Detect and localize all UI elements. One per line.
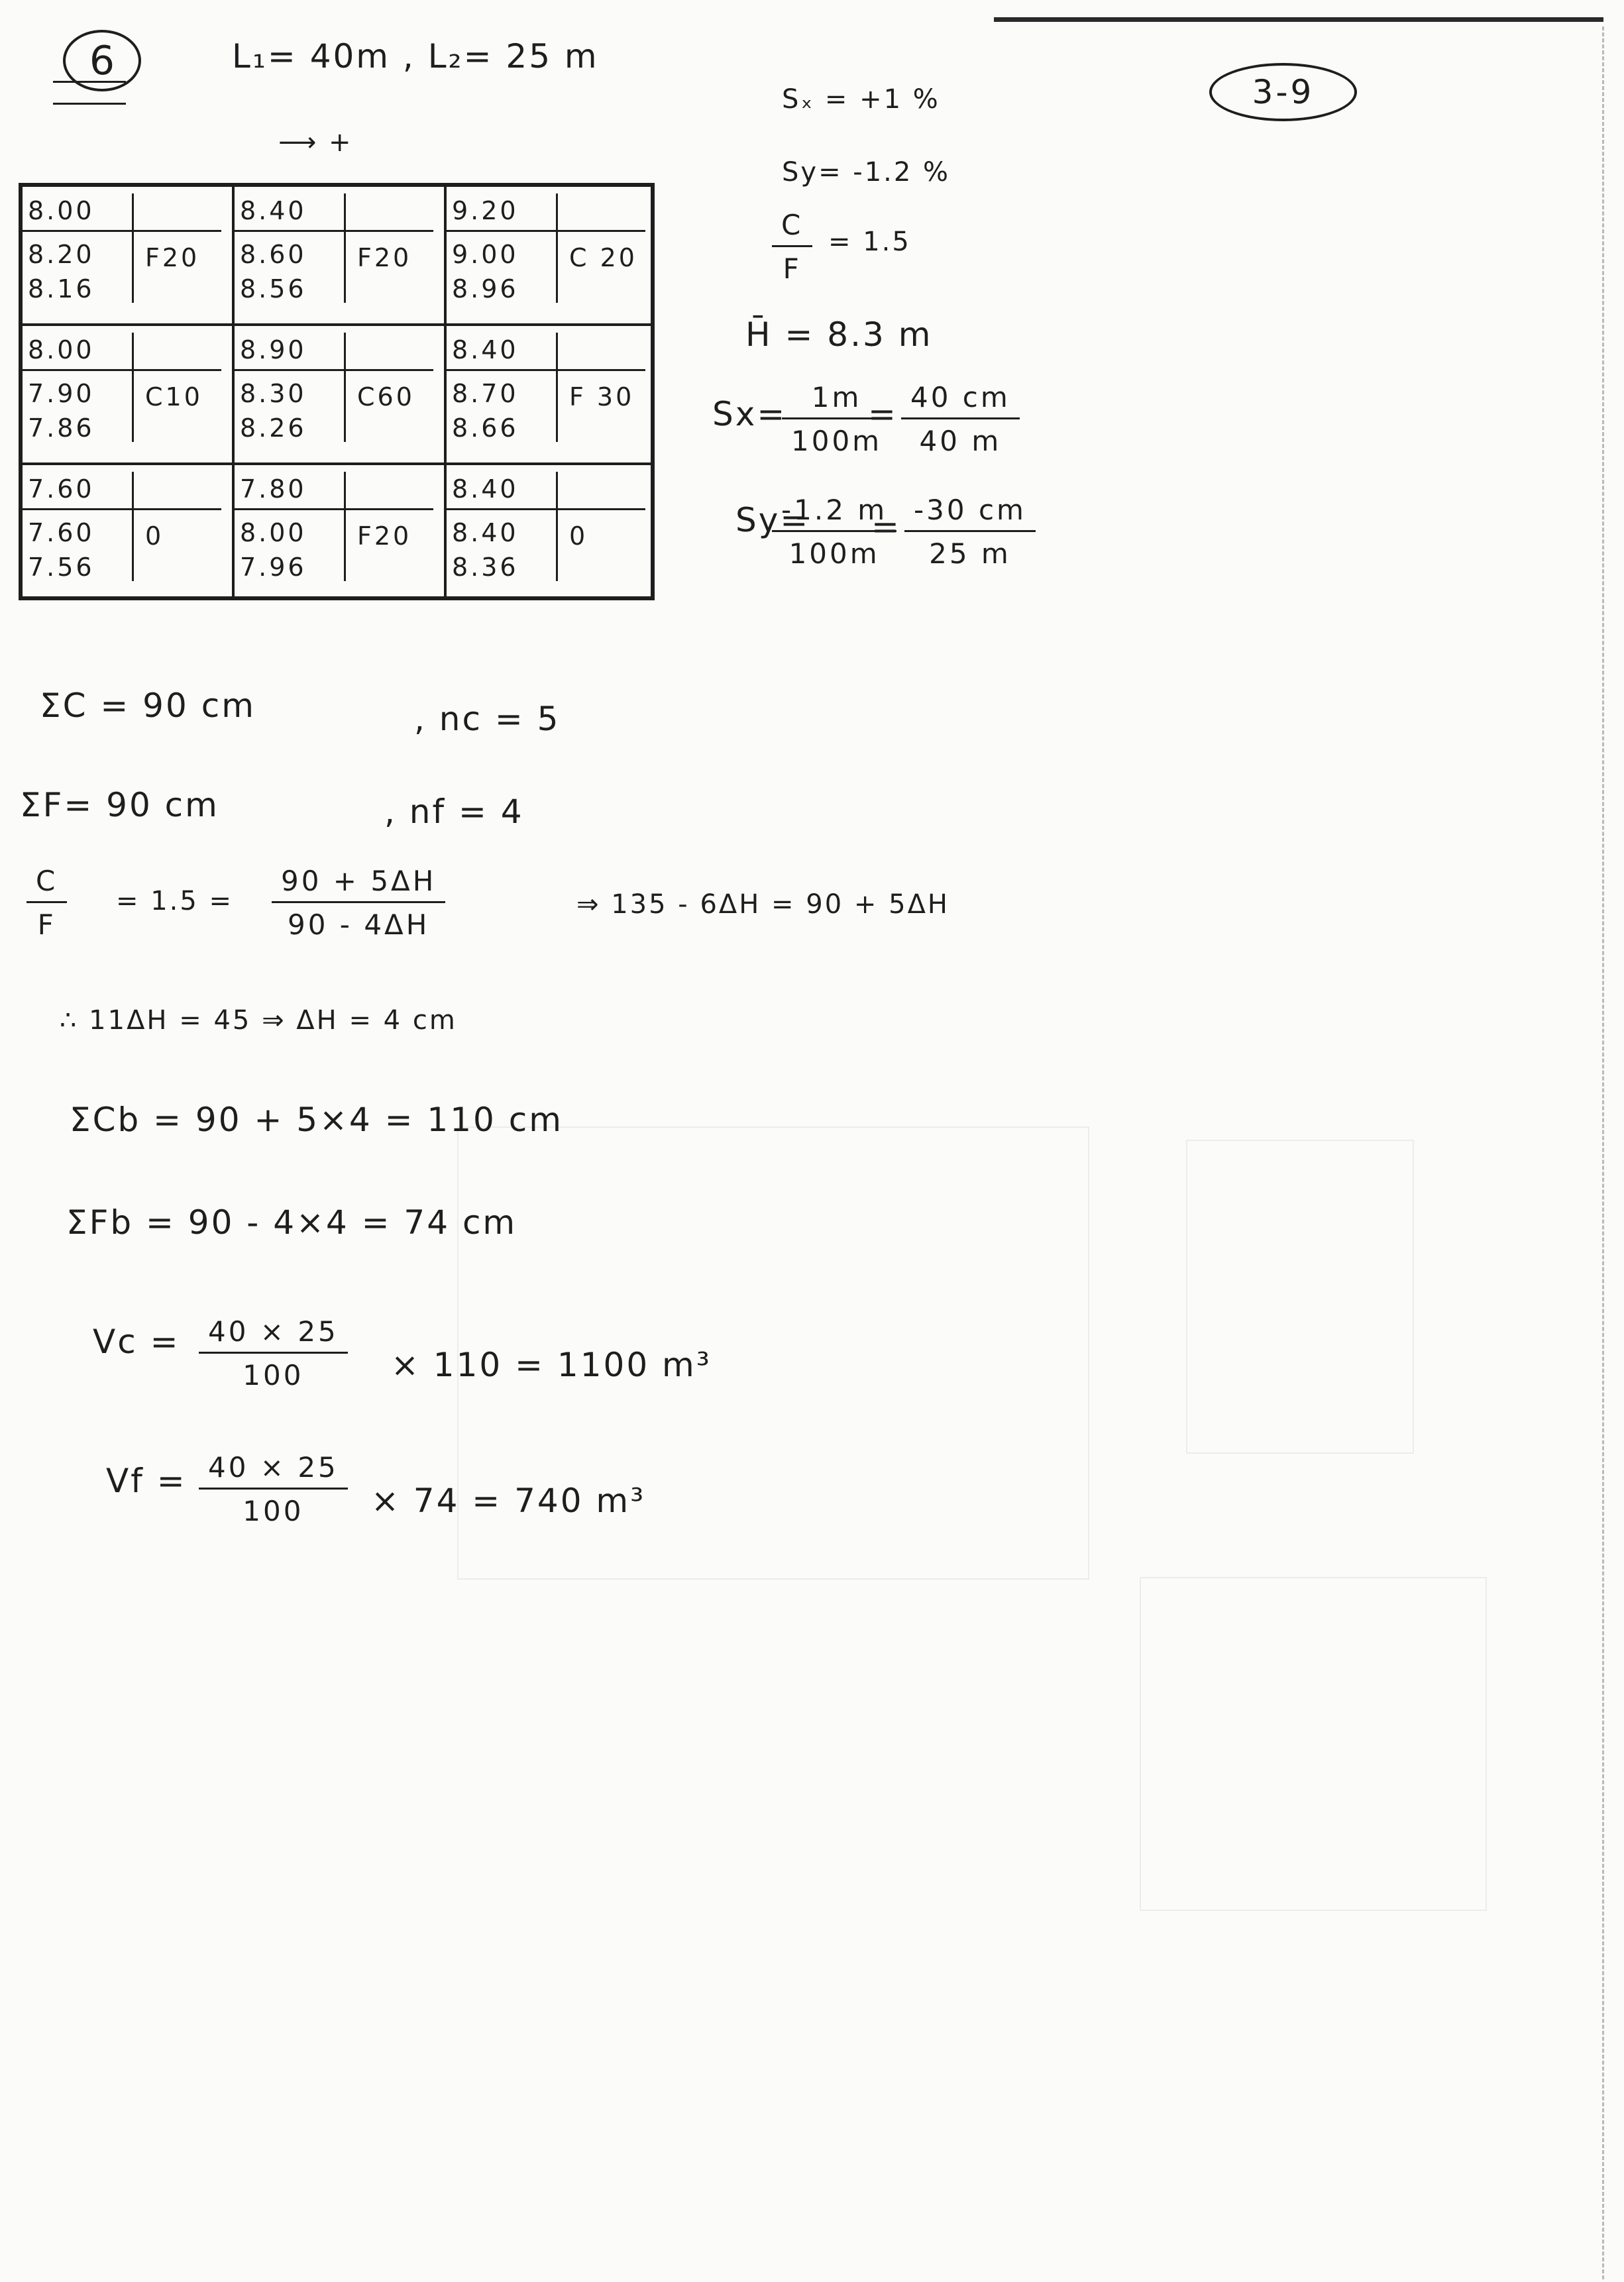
sum-cut-balanced: ΣCb = 90 + 5×4 = 110 cm xyxy=(70,1101,563,1139)
cell-existing-level: 8.90 xyxy=(240,335,307,364)
cell-cut-fill: F20 xyxy=(145,243,200,272)
ratio-den: 90 - 4ΔH xyxy=(288,908,430,941)
vc-fraction xyxy=(199,1315,348,1391)
vc-num: 40 × 25 xyxy=(208,1315,339,1348)
vf-label: Vf = xyxy=(106,1462,187,1500)
cell-existing-level: 8.40 xyxy=(452,335,519,364)
vf-result: × 74 = 740 m³ xyxy=(371,1482,646,1520)
ratio-result: ⇒ 135 - 6ΔH = 90 + 5ΔH xyxy=(576,889,950,920)
cell-design-level: 8.20 xyxy=(28,240,95,269)
delta-h: ∴ 11ΔH = 45 ⇒ ΔH = 4 cm xyxy=(60,1005,457,1036)
cell-adjusted-level: 8.96 xyxy=(452,274,519,303)
sx-fraction-2 xyxy=(901,381,1020,457)
cell-adjusted-level: 8.66 xyxy=(452,413,519,443)
sy-frac2-num: -30 cm xyxy=(914,494,1026,526)
grid-cell xyxy=(233,464,445,598)
slope-x: Sₓ = +1 % xyxy=(782,84,940,115)
sy-equals: = xyxy=(871,508,901,546)
sheet-id: 3-9 xyxy=(1209,63,1357,121)
page-edge-right xyxy=(1602,27,1604,2279)
cell-adjusted-level: 7.96 xyxy=(240,553,307,582)
lengths: L₁= 40m , L₂= 25 m xyxy=(232,37,599,76)
sx-label: Sx= xyxy=(712,395,787,433)
direction-arrow: ⟶ + xyxy=(278,127,353,158)
cell-adjusted-level: 8.26 xyxy=(240,413,307,443)
vf-fraction xyxy=(199,1451,348,1527)
cell-adjusted-level: 7.86 xyxy=(28,413,95,443)
sum-cut: ΣC = 90 cm xyxy=(40,686,256,725)
slope-y: Sy= -1.2 % xyxy=(782,157,951,188)
cell-cut-fill: F20 xyxy=(357,521,412,551)
grid-cell xyxy=(233,186,445,325)
grid-cell xyxy=(21,325,233,464)
question-number: 6 xyxy=(63,30,141,91)
grid-cell xyxy=(445,186,652,325)
cell-design-level: 8.00 xyxy=(240,518,307,547)
sy-frac1-den: 100m xyxy=(788,537,880,570)
cell-cut-fill: C60 xyxy=(357,382,415,411)
mean-height: H̄ = 8.3 m xyxy=(745,315,933,354)
cell-existing-level: 7.80 xyxy=(240,474,307,504)
cell-design-level: 8.40 xyxy=(452,518,519,547)
cell-existing-level: 9.20 xyxy=(452,196,519,225)
cell-existing-level: 7.60 xyxy=(28,474,95,504)
vf-num: 40 × 25 xyxy=(208,1451,339,1484)
cell-design-level: 7.90 xyxy=(28,379,95,408)
cell-adjusted-level: 8.36 xyxy=(452,553,519,582)
cell-design-level: 9.00 xyxy=(452,240,519,269)
grid-cell xyxy=(445,464,652,598)
sy-frac2-den: 25 m xyxy=(929,537,1011,570)
ratio-fraction xyxy=(272,865,445,941)
cf-ratio: = 1.5 xyxy=(828,227,911,257)
ratio-lhs-num: C xyxy=(36,865,58,897)
cell-cut-fill: C 20 xyxy=(569,243,637,272)
grid-cell xyxy=(233,325,445,464)
cell-design-level: 8.70 xyxy=(452,379,519,408)
bleed-through-table-3 xyxy=(1140,1577,1487,1911)
cell-cut-fill: 0 xyxy=(145,521,164,551)
elevation-grid xyxy=(19,183,655,600)
vc-den: 100 xyxy=(243,1359,304,1391)
cell-adjusted-level: 7.56 xyxy=(28,553,95,582)
sx-frac1-den: 100m xyxy=(791,425,883,457)
cell-adjusted-level: 8.56 xyxy=(240,274,307,303)
cf-num: C xyxy=(781,209,804,241)
vc-label: Vc = xyxy=(93,1323,180,1361)
cell-existing-level: 8.00 xyxy=(28,196,95,225)
vf-den: 100 xyxy=(243,1495,304,1527)
grid-cell xyxy=(445,325,652,464)
grid-cell xyxy=(21,186,233,325)
page-edge-top xyxy=(994,17,1603,22)
cell-existing-level: 8.00 xyxy=(28,335,95,364)
question-number-underline xyxy=(53,81,126,105)
bleed-through-table-2 xyxy=(1186,1140,1414,1454)
cell-adjusted-level: 8.16 xyxy=(28,274,95,303)
sy-frac1-num: -1.2 m xyxy=(781,494,888,526)
ratio-equals: = 1.5 = xyxy=(116,886,234,916)
vc-result: × 110 = 1100 m³ xyxy=(391,1346,712,1384)
cell-cut-fill: F 30 xyxy=(569,382,635,411)
sy-fraction-2 xyxy=(904,494,1036,570)
cell-existing-level: 8.40 xyxy=(452,474,519,504)
cell-cut-fill: 0 xyxy=(569,521,588,551)
sum-fill: ΣF= 90 cm xyxy=(20,786,219,824)
cell-design-level: 8.60 xyxy=(240,240,307,269)
sx-frac2-num: 40 cm xyxy=(910,381,1010,413)
cell-cut-fill: C10 xyxy=(145,382,203,411)
ratio-lhs xyxy=(27,865,67,941)
cell-design-level: 8.30 xyxy=(240,379,307,408)
sy-label: Sy= xyxy=(735,501,810,539)
sum-fill-balanced: ΣFb = 90 - 4×4 = 74 cm xyxy=(66,1203,517,1242)
ratio-num: 90 + 5ΔH xyxy=(281,865,437,897)
count-cut: , nc = 5 xyxy=(414,700,561,738)
grid-cell xyxy=(21,464,233,598)
cf-den: F xyxy=(783,252,802,285)
ratio-lhs-den: F xyxy=(37,908,56,941)
cell-design-level: 7.60 xyxy=(28,518,95,547)
cell-existing-level: 8.40 xyxy=(240,196,307,225)
sx-frac1-num: 1m xyxy=(811,381,862,413)
sx-equals: = xyxy=(868,395,898,433)
cell-cut-fill: F20 xyxy=(357,243,412,272)
cf-fraction xyxy=(772,209,812,285)
sx-frac2-den: 40 m xyxy=(919,425,1002,457)
count-fill: , nf = 4 xyxy=(384,792,524,831)
